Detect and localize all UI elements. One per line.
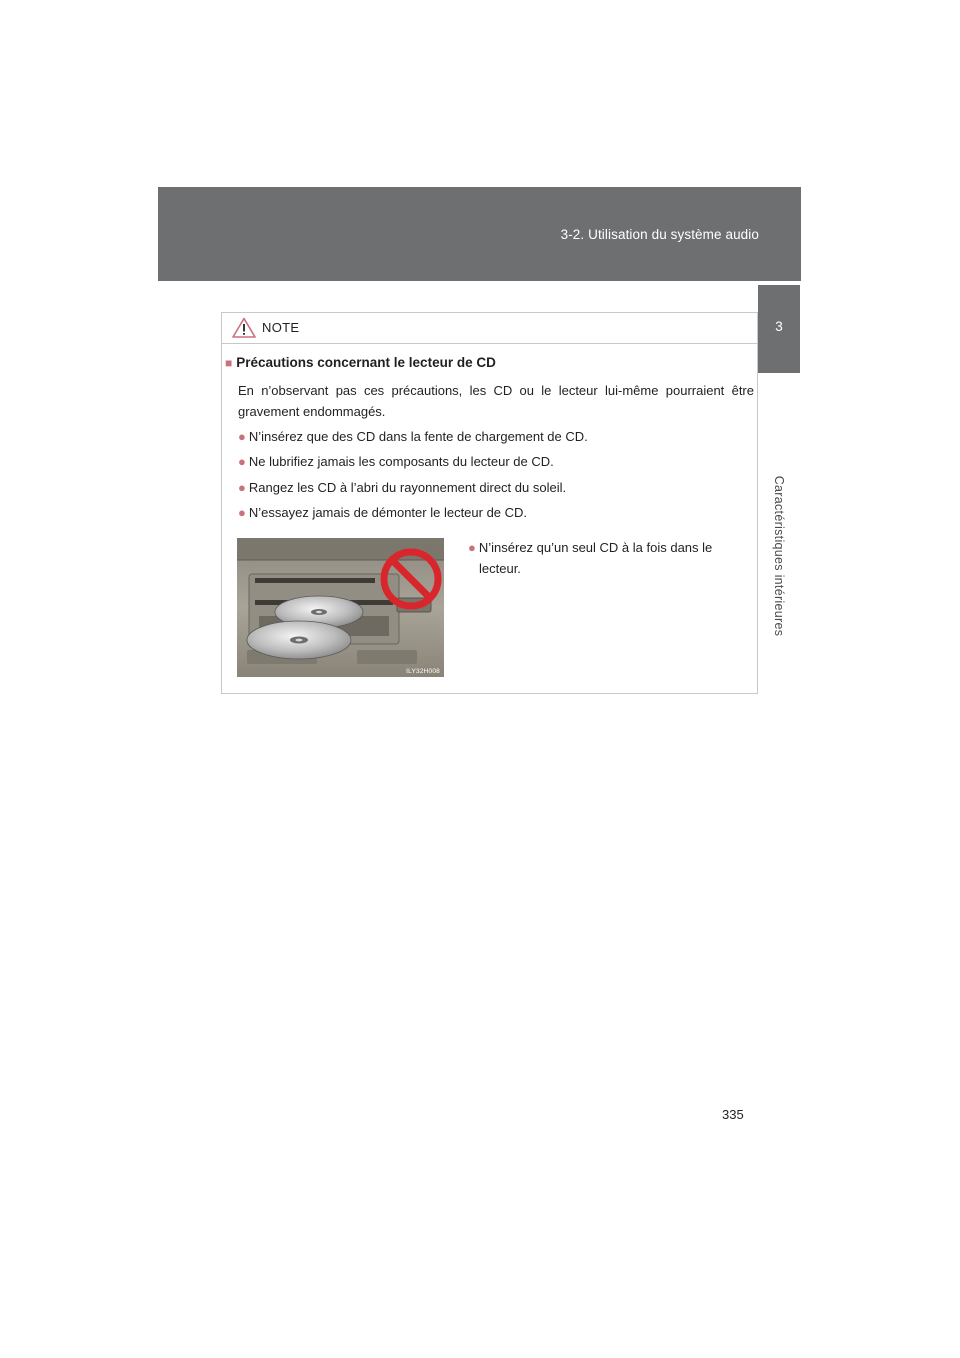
- bullet-dot-icon: ●: [238, 505, 246, 520]
- list-item: ● N’insérez que des CD dans la fente de chargement de CD.: [238, 429, 588, 444]
- list-item: ● Rangez les CD à l’abri du rayonnement direct du soleil.: [238, 480, 567, 495]
- bullet-dot-icon: ●: [238, 429, 246, 444]
- intro-paragraph: En n’observant pas ces précautions, les CD ou le lecteur lui-même pourraient être gravement endommagés.: [238, 383, 754, 419]
- section-title-text: Précautions concernant le lecteur de CD: [236, 355, 496, 370]
- cd-player-illustration: [237, 538, 444, 677]
- chapter-title: 3-2. Utilisation du système audio: [560, 227, 759, 242]
- image-code: ILY32H008: [406, 668, 440, 675]
- bullet-dot-icon: ●: [238, 480, 246, 495]
- bullet-dot-icon: ●: [468, 540, 476, 555]
- note-box: [221, 312, 758, 694]
- warning-triangle-icon: [232, 317, 256, 338]
- chapter-tab: [758, 285, 800, 373]
- chapter-number: 3: [775, 319, 783, 334]
- section-title: [225, 355, 496, 370]
- list-item: ● Ne lubrifiez jamais les composants du lecteur de CD.: [238, 454, 554, 469]
- note-label: NOTE: [262, 320, 300, 335]
- page-number: 335: [722, 1107, 744, 1122]
- list-item: ● N’insérez qu’un seul CD à la fois dans le lecteur.: [468, 540, 713, 576]
- note-header: [222, 313, 757, 344]
- list-item: ● N’essayez jamais de démonter le lecteur de CD.: [238, 505, 528, 520]
- square-bullet-icon: ■: [225, 356, 233, 370]
- chapter-side-label: Caractéristiques intérieures: [772, 475, 786, 637]
- header-band: [158, 187, 801, 281]
- cd-player-image: [237, 538, 444, 677]
- bullet-dot-icon: ●: [238, 454, 246, 469]
